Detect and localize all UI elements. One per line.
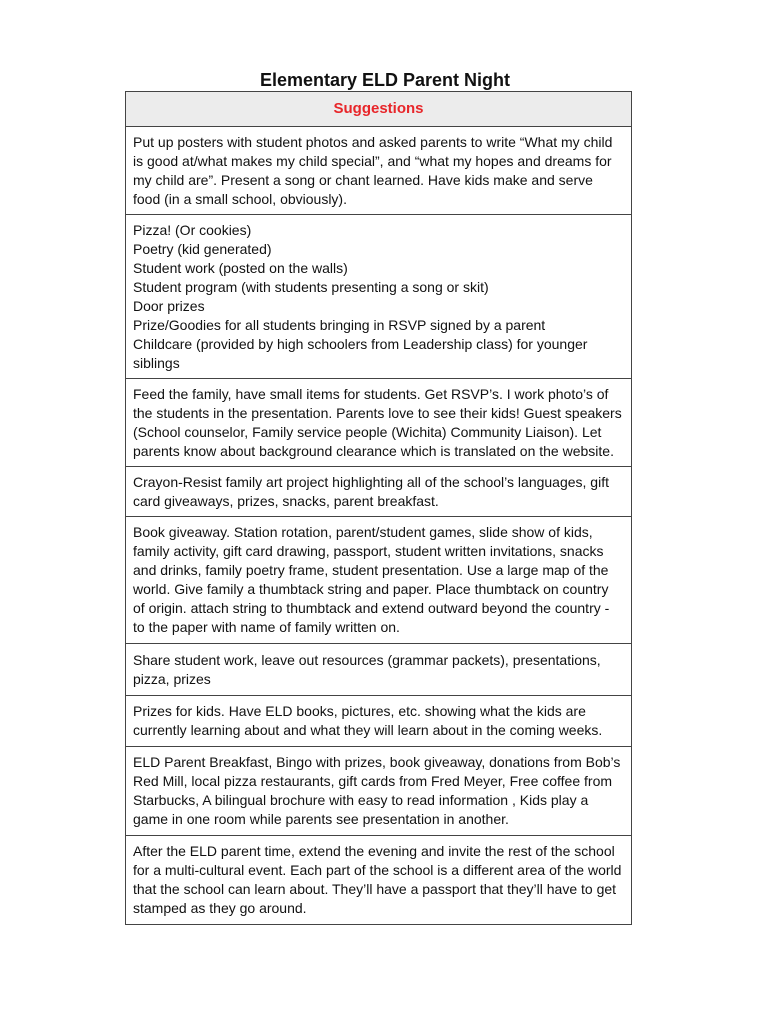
table-header: Suggestions — [126, 92, 631, 127]
table-row — [126, 696, 631, 747]
table-row — [126, 467, 631, 517]
row-text: ELD Parent Breakfast, Bingo with prizes, book giveaway, donations from Bob’s Red Mill, local pizza restaurants, gift cards from Fred Meyer, Free coffee from Starbucks, A bilingual brochure with easy to read information , Kids play a game in one room while parents see presentation in another. — [133, 754, 621, 827]
row-text: Feed the family, have small items for students. Get RSVP’s. I work photo’s of the students in the presentation. Parents love to see their kids! Guest speakers (School counselor, Family service people (Wichita) Community Liaison). Let parents know about background clearance which is translated on the website. — [133, 385, 622, 459]
row-text: Prize/Goodies for all students bringing in RSVP signed by a parent — [133, 316, 546, 333]
suggestions-table — [125, 91, 632, 925]
row-text: Prizes for kids. Have ELD books, pictures, etc. showing what the kids are currently learning about and what they will learn about in the coming weeks. — [133, 703, 603, 738]
page-title: Elementary ELD Parent Night — [259, 70, 511, 90]
row-text: Childcare (provided by high schoolers from Leadership class) for younger siblings — [133, 335, 588, 371]
table-row — [126, 836, 631, 924]
row-text: Pizza! (Or cookies) — [133, 221, 252, 238]
row-text: Share student work, leave out resources (grammar packets), presentations, pizza, prizes — [133, 651, 601, 687]
table-row — [126, 379, 631, 467]
row-text: After the ELD parent time, extend the evening and invite the rest of the school for a multi-cultural event. Each part of the school is a different area of the world that the school can learn about. They’ll have a passport that they’ll have to get stamped as they go around. — [133, 843, 622, 916]
row-text: Poetry (kid generated) — [133, 240, 272, 257]
table-row — [126, 747, 631, 836]
row-text: Put up posters with student photos and asked parents to write “What my child is good at/what makes my child special”, and “what my hopes and dreams for my child are”. Present a song or chant learned. Have kids make and serve food (in a small school, obviously). — [133, 133, 613, 207]
row-text: Student program (with students presenting a song or skit) — [133, 278, 489, 295]
table-row — [126, 215, 631, 379]
row-text: Door prizes — [133, 297, 205, 314]
row-text: Student work (posted on the walls) — [133, 259, 348, 276]
row-text: Crayon-Resist family art project highlighting all of the school’s languages, gift card giveaways, prizes, snacks, parent breakfast. — [133, 473, 609, 509]
table-row — [126, 644, 631, 696]
table-row — [126, 517, 631, 644]
row-text: Book giveaway. Station rotation, parent/student games, slide show of kids, family activity, gift card drawing, passport, student written invitations, snacks and drinks, family poetry frame, student presentation. Use a large map of the world. Give family a thumbtack string and paper. Place thumbtack on country of origin. attach string to thumbtack and extend outward beyond the country - to the paper with name of family written on. — [133, 524, 610, 635]
table-row — [126, 127, 631, 215]
